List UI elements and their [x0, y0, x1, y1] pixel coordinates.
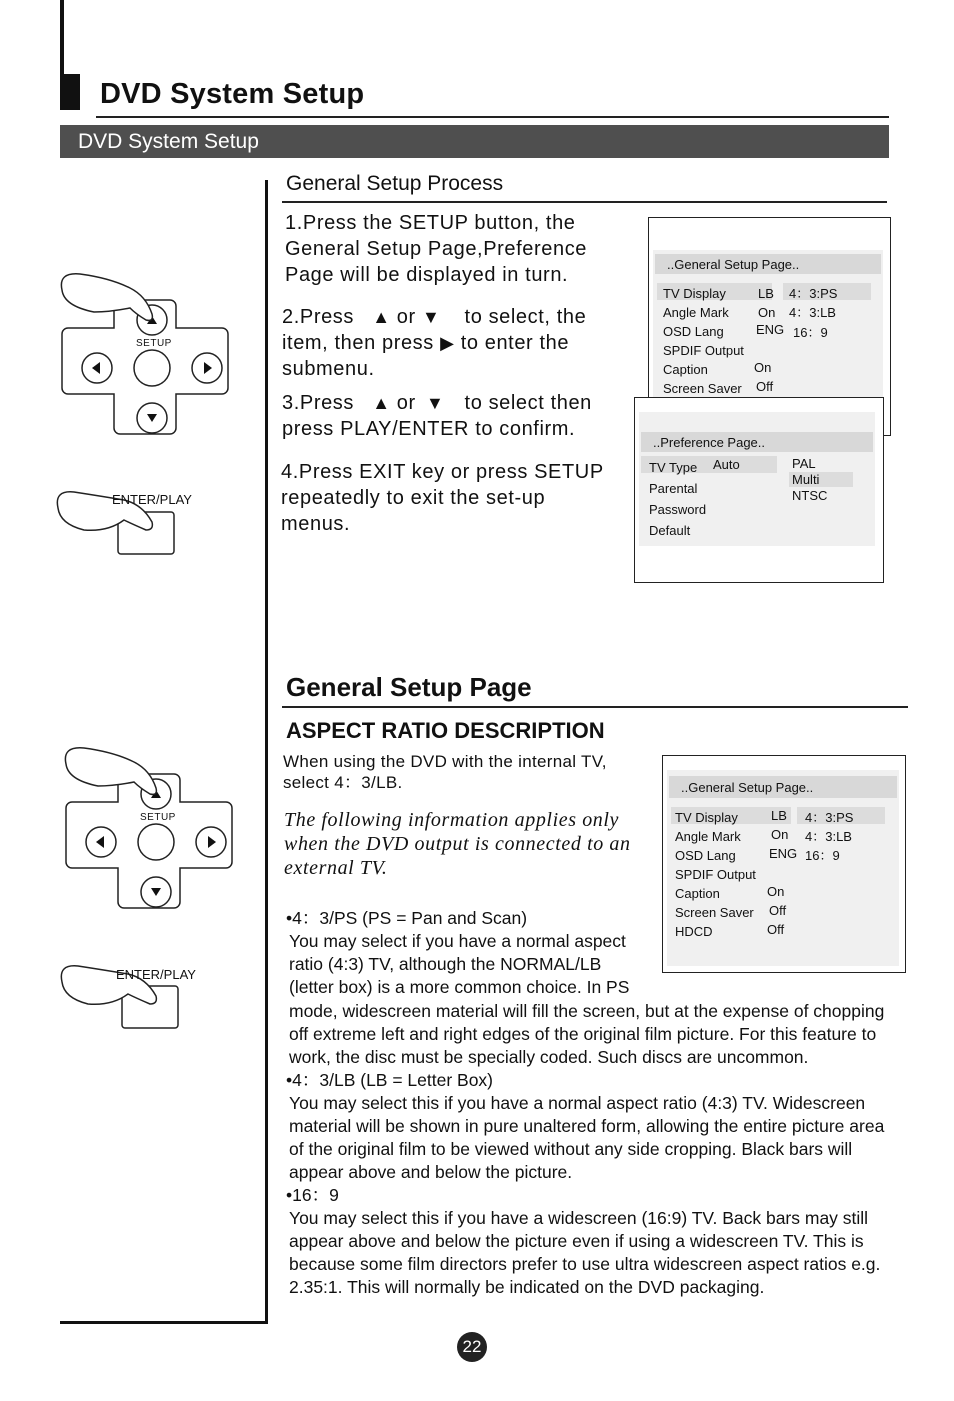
intro-text: When using the DVD with the internal TV, select 4：3/LB.	[283, 752, 607, 792]
step-4: 4.Press EXIT key or press SETUP repeatedly to exit the set-up menus.	[281, 461, 604, 535]
hand-pointer-icon	[61, 274, 152, 321]
italic-note: The following information applies only when the DVD output is connected to an external TV.	[284, 809, 631, 879]
process-rule	[282, 201, 887, 203]
enter-play-label: ENTER/PLAY	[112, 492, 192, 507]
enter-play-label: ENTER/PLAY	[116, 967, 196, 982]
step-2: 2.Press ▲ or ▼ to select, the item, then press ▶ to enter the submenu.	[282, 306, 587, 380]
right-arrow-icon: ▶	[440, 333, 455, 353]
preference-labels: TV Type Parental Password Default	[649, 460, 707, 538]
page-title: DVD System Setup	[100, 78, 365, 110]
bullet-icon: •	[286, 1185, 293, 1205]
menu-labels: TV Display Angle Mark OSD Lang SPDIF Output Caption Screen Saver HDCD	[675, 810, 756, 939]
remote-dpad-illustration	[56, 742, 246, 922]
down-arrow-icon: ▼	[421, 307, 441, 327]
step-1: 1.Press the SETUP button, the General Setup Page,Preference Page will be displayed in turn.	[285, 212, 588, 286]
up-arrow-icon: ▲	[372, 393, 391, 413]
descriptions-body: mode, widescreen material will fill the screen, but at the expense of chopping off extreme left and right edges of the original film picture. For this feature to work, the disc must be specially coded. Such discs are uncommon. •4：3/LB (LB = Letter Box) You may select this if you have a normal aspect ratio (4:3) TV. Widescreen material will be shown in pure unaltered form, allowing the entire picture area of the original film to be viewed without any side cropping. Black bars will appear above and below the picture. •16：9 You may select this if you have a widescreen (16:9) TV. Back bars may still appear above and below the picture even if using a widescreen TV. This is because some film directors prefer to use ultra widescreen aspect ratios e.g. 2.35:1. This will normally be indicated on the DVD packaging.	[286, 1001, 885, 1297]
general-setup-menu-preview: ..General Setup Page.. TV Display Angle Mark OSD Lang SPDIF Output Caption Screen Saver HDCD LB On ENG On Off Off 4：3:PS 4：3:LB 16：9	[662, 755, 906, 973]
hand-pointer-icon	[65, 748, 156, 795]
setup-button-label: SETUP	[140, 812, 176, 823]
down-arrow-icon: ▼	[425, 393, 445, 413]
title-rule	[96, 116, 889, 118]
bullet-icon: •	[286, 908, 293, 928]
setup-button-label: SETUP	[136, 338, 172, 349]
bottom-rule	[60, 1321, 268, 1324]
general-setup-heading: General Setup Page	[286, 672, 532, 702]
center-button-icon	[134, 350, 170, 386]
general-setup-menu-preview: ..General Setup Page.. TV Display Angle Mark OSD Lang SPDIF Output Caption Screen Saver LB On ENG On Off 4：3:PS 4：3:LB 16：9	[648, 217, 891, 436]
section-band	[60, 125, 889, 158]
menu-options: 4：3:PS 4：3:LB 16：9	[805, 810, 854, 863]
bullet-icon: •	[286, 1070, 293, 1090]
menu-title-bar: ..General Setup Page..	[669, 776, 897, 798]
preference-menu-preview: ..Preference Page.. TV Type Parental Password Default Auto PAL Multi NTSC	[634, 397, 884, 583]
remote-dpad-illustration	[52, 268, 242, 448]
menu-labels: TV Display Angle Mark OSD Lang SPDIF Output Caption Screen Saver	[663, 286, 744, 396]
header-bar-block	[60, 74, 80, 110]
step-3: 3.Press ▲ or ▼ to select then press PLAY/ENTER to confirm.	[282, 392, 592, 440]
tv-type-options: PAL Multi NTSC	[792, 456, 828, 503]
menu-options: 4：3:PS 4：3:LB	[789, 286, 838, 320]
aspect-ratio-heading: ASPECT RATIO DESCRIPTION	[286, 718, 605, 743]
process-heading: General Setup Process	[286, 172, 504, 195]
up-arrow-icon: ▲	[372, 307, 391, 327]
menu-title-bar: ..Preference Page..	[641, 432, 873, 452]
section-band-label: DVD System Setup	[78, 130, 259, 153]
ps-description-top: •4：3/PS (PS = Pan and Scan) You may select if you have a normal aspect ratio (4:3) TV, although the NORMAL/LB (letter box) is a more common choice. In PS	[286, 908, 630, 997]
page-number: 22	[457, 1332, 487, 1362]
menu-title-bar: ..General Setup Page..	[655, 254, 881, 274]
center-button-icon	[138, 824, 174, 860]
column-divider	[265, 180, 268, 1324]
menu-values: LB On	[758, 286, 776, 320]
general-setup-rule	[282, 706, 908, 708]
